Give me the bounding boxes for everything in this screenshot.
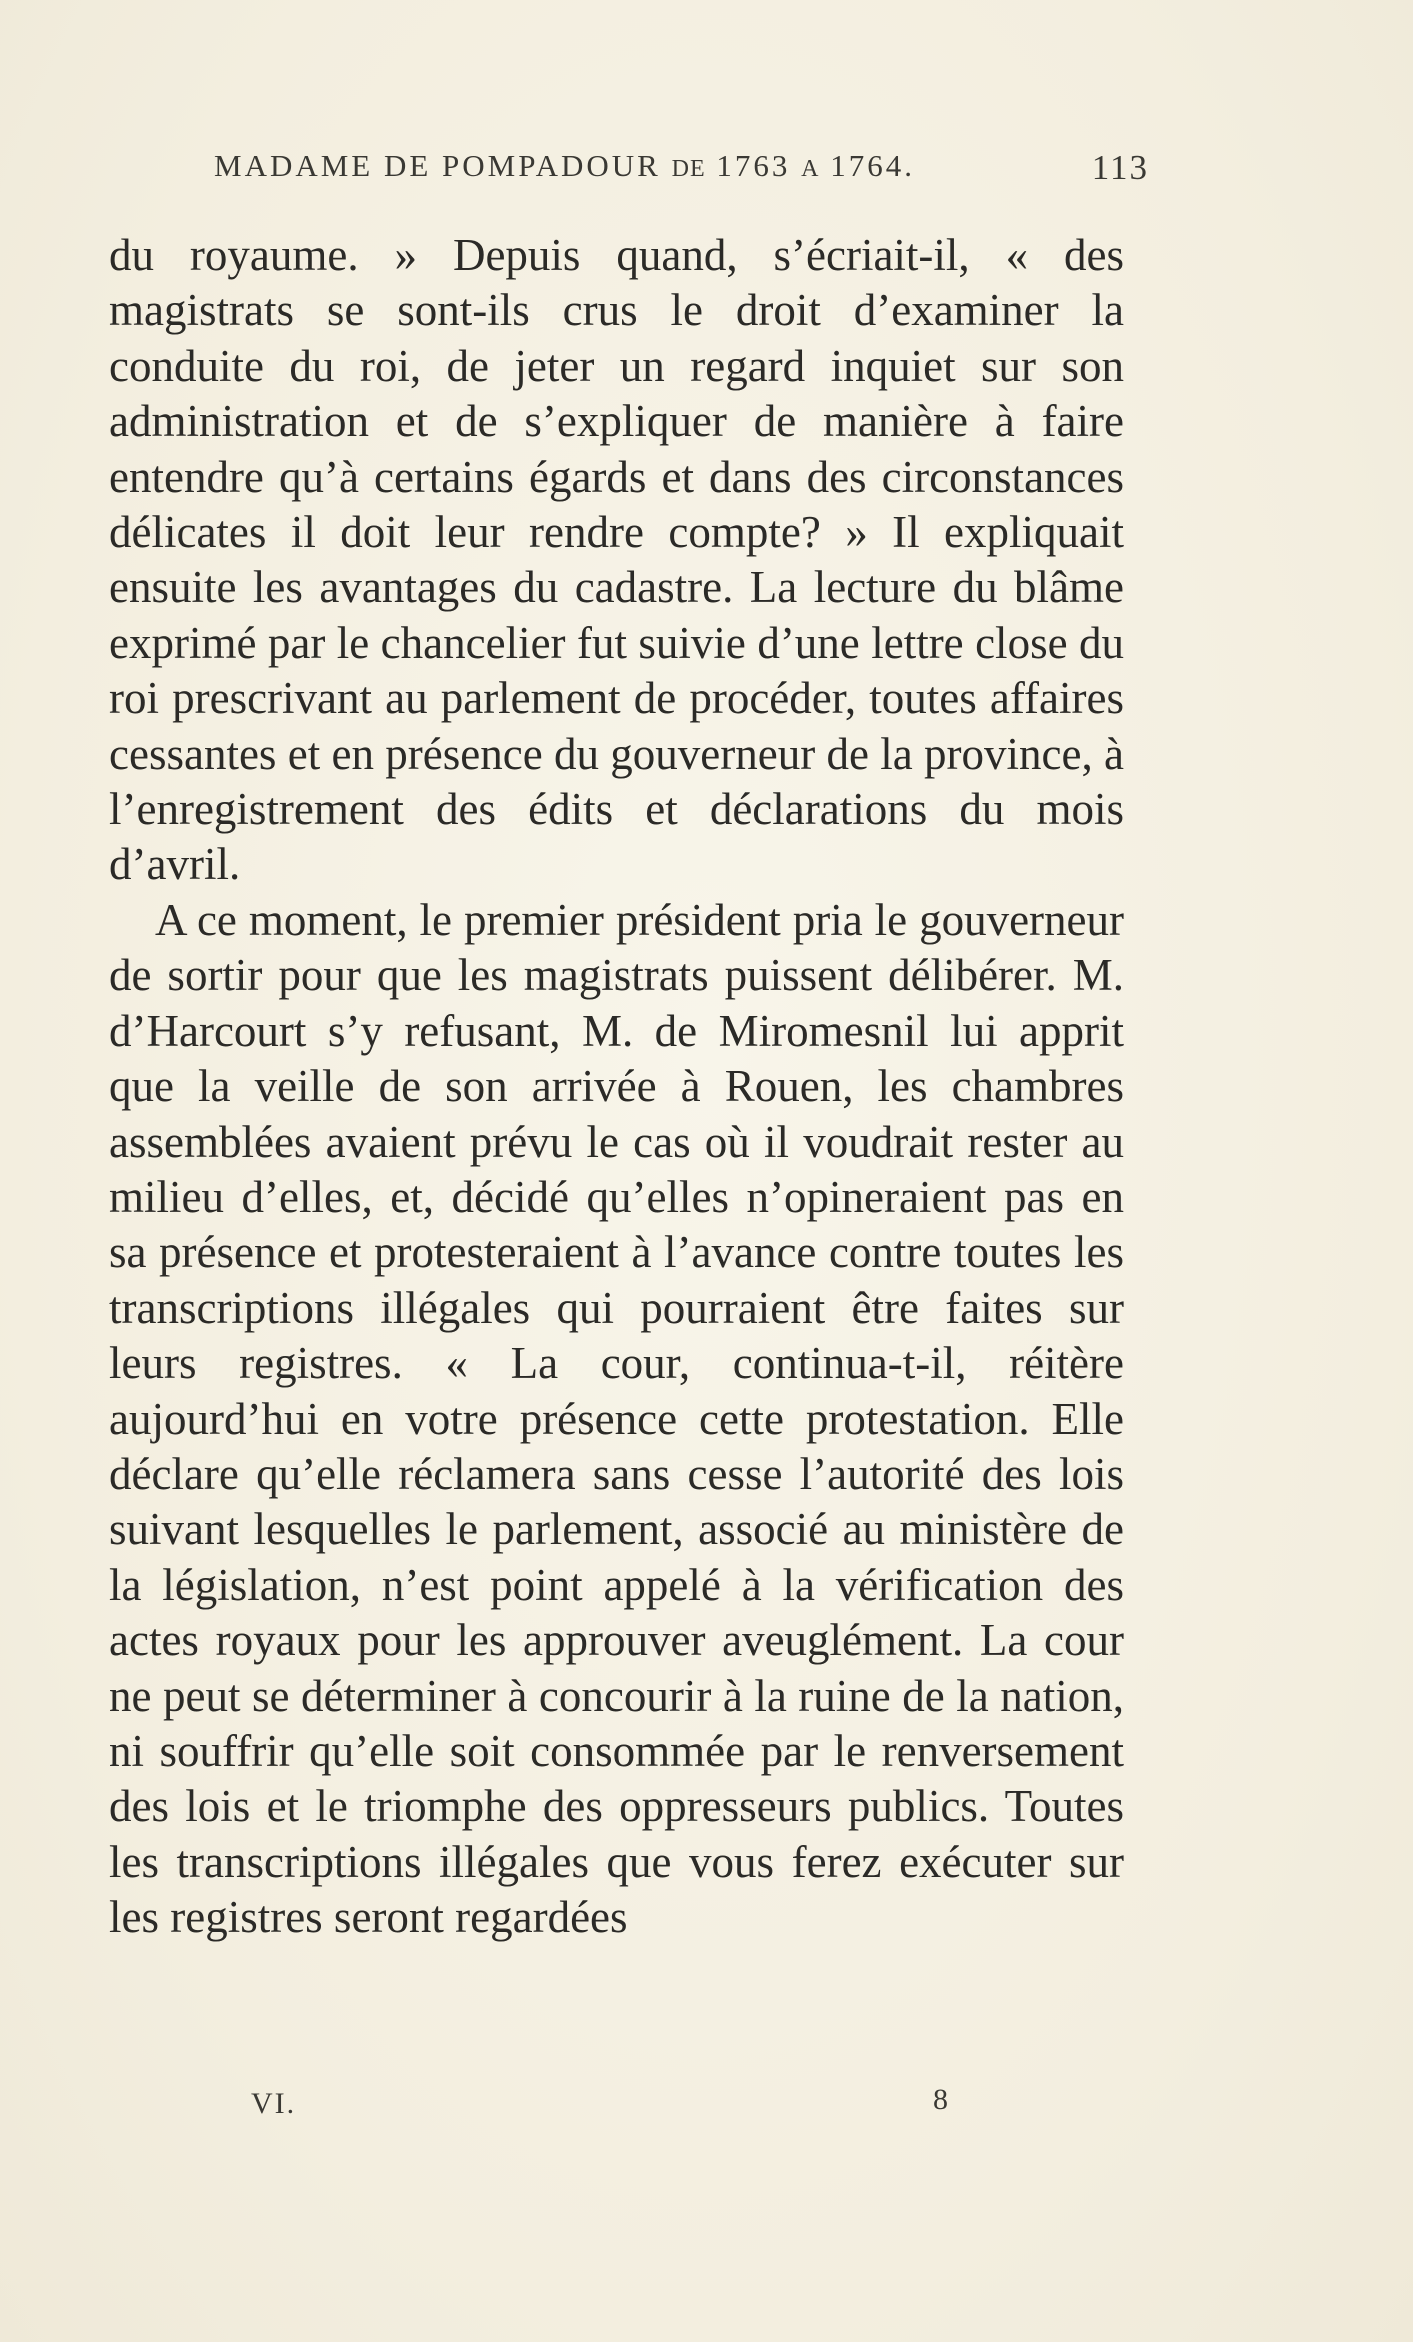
running-title bbox=[214, 148, 915, 184]
running-title-year-start: 1763 bbox=[716, 148, 791, 183]
signature-mark: 8 bbox=[933, 2083, 948, 2116]
body-text bbox=[109, 228, 1124, 1946]
running-title-year-end: 1764. bbox=[830, 148, 915, 183]
page-number: 113 bbox=[1091, 148, 1149, 187]
volume-mark: VI. bbox=[251, 2087, 297, 2120]
running-title-a: A bbox=[801, 156, 820, 182]
page-footer bbox=[0, 2083, 1413, 2127]
running-title-name: MADAME DE POMPADOUR bbox=[214, 148, 661, 183]
running-header bbox=[214, 148, 1149, 198]
paragraph-2: A ce moment, le premier président pria le gouverneur de sortir pour que les magistrats puissent délibérer. M. d’Harcourt s’y refusant, M. de Miromesnil lui apprit que la veille de son arrivée à Rouen, les chambres assemblées avaient prévu le cas où il voudrait rester au milieu d’elles, et, décidé qu’elles n’opineraient pas en sa présence et protesteraient à l’avance contre toutes les transcriptions illégales qui pourraient être faites sur leurs registres. « La cour, continua-t-il, réitère aujourd’hui en votre présence cette protestation. Elle déclare qu’elle réclamera sans cesse l’autorité des lois suivant lesquelles le parlement, associé au ministère de la législation, n’est point appelé à la vérification des actes royaux pour les approuver aveuglément. La cour ne peut se déterminer à concourir à la ruine de la nation, ni souffrir qu’elle soit consommée par le renversement des lois et le triomphe des oppresseurs publics. Toutes les transcriptions illégales que vous ferez exécuter sur les registres seront regardées bbox=[109, 894, 1124, 1943]
running-title-de: DE bbox=[671, 156, 706, 182]
paragraph-1: du royaume. » Depuis quand, s’écriait-il, « des magistrats se sont-ils crus le droit d’examiner la conduite du roi, de jeter un regard inquiet sur son administration et de s’expliquer de manière à faire entendre qu’à certains égards et dans des circonstances délicates il doit leur rendre compte? » Il expliquait ensuite les avantages du cadastre. La lecture du blâme exprimé par le chancelier fut suivie d’une lettre close du roi prescrivant au parlement de procéder, toutes affaires cessantes et en présence du gouverneur de la province, à l’enregistrement des édits et déclarations du mois d’avril. bbox=[109, 230, 1124, 890]
